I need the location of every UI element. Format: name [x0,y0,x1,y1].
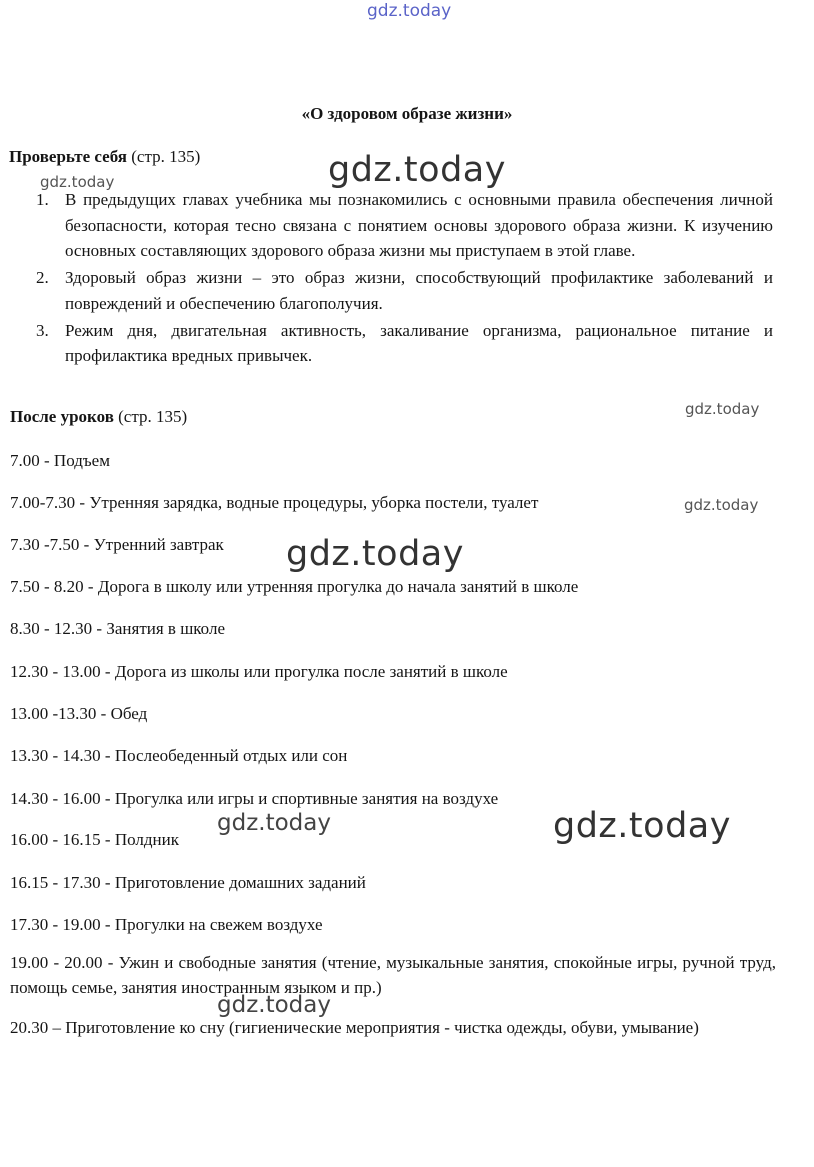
watermark-top: gdz.today [367,1,452,21]
schedule-row: 7.30 -7.50 - Утренний завтрак [10,535,224,554]
schedule-row: 16.00 - 16.15 - Полдник [10,830,179,849]
schedule-time: 8.30 - 12.30 [10,619,93,638]
heading-text: После уроков [10,407,114,426]
schedule-time: 19.00 - 20.00 [10,953,103,972]
item-text: В предыдущих главах учебника мы познакомились с основными правила обеспечения личной безопасности, которая тесно связана с понятием основы здорового образа жизни. К изучению основных составляющих здорового образа жизни мы приступаем в этой главе. [65,190,773,261]
watermark-large: gdz.today [286,534,464,574]
heading-page-ref: (стр. 135) [131,147,201,166]
answers-list [36,187,773,370]
schedule-row: 19.00 - 20.00 - Ужин и свободные занятия (чтение, музыкальные занятия, спокойные игры, ручной труд, помощь семье, занятия иностранным языком и пр.) [10,953,776,997]
schedule-activity: Дорога из школы или прогулка после занятий в школе [114,662,508,681]
schedule-activity: Подъем [53,451,110,470]
schedule-row: 12.30 - 13.00 - Дорога из школы или прогулка после занятий в школе [10,662,508,681]
heading-text: Проверьте себя [9,147,127,166]
schedule-activity: Приготовление ко сну (гигиенические мероприятия - чистка одежды, обуви, умывание) [65,1018,699,1037]
watermark-large: gdz.today [553,806,731,846]
item-text: Здоровый образ жизни – это образ жизни, способствующий профилактике заболеваний и повреждений и обеспечению благополучия. [65,268,773,313]
schedule-time: 7.00-7.30 [10,493,76,512]
heading-page-ref: (стр. 135) [118,407,188,426]
schedule-row: 13.30 - 14.30 - Послеобеденный отдых или сон [10,746,348,765]
schedule-activity: Утренняя зарядка, водные процедуры, уборка постели, туалет [89,493,539,512]
schedule-activity: Прогулка или игры и спортивные занятия на воздухе [114,789,499,808]
schedule-time: 16.15 - 17.30 [10,873,101,892]
schedule-row: 17.30 - 19.00 - Прогулки на свежем воздухе [10,915,323,934]
schedule-row: 20.30 – Приготовление ко сну (гигиенические мероприятия - чистка одежды, обуви, умывание) [10,1018,699,1037]
watermark-small: gdz.today [685,400,760,418]
schedule-time: 13.00 -13.30 [10,704,97,723]
schedule-row: 7.00-7.30 - Утренняя зарядка, водные процедуры, уборка постели, туалет [10,493,539,512]
schedule-row: 14.30 - 16.00 - Прогулка или игры и спортивные занятия на воздухе [10,789,499,808]
watermark-medium: gdz.today [217,810,331,836]
schedule-time: 20.30 [10,1018,49,1037]
schedule-activity: Полдник [114,830,179,849]
schedule-activity: Ужин и свободные занятия (чтение, музыкальные занятия, спокойные игры, ручной труд, помощь семье, занятия иностранным языком и пр.) [10,953,776,997]
list-item [36,187,773,264]
schedule-time: 7.50 - 8.20 [10,577,84,596]
schedule-row: 16.15 - 17.30 - Приготовление домашних заданий [10,873,366,892]
schedule-activity: Обед [110,704,148,723]
schedule-time: 16.00 - 16.15 [10,830,101,849]
item-text: Режим дня, двигательная активность, закаливание организма, рациональное питание и профилактика вредных привычек. [65,320,773,366]
list-item [36,318,773,369]
schedule-time: 17.30 - 19.00 [10,915,101,934]
schedule-activity: Приготовление домашних заданий [114,873,366,892]
schedule-activity: Дорога в школу или утренняя прогулка до начала занятий в школе [97,577,579,596]
schedule-activity: Послеобеденный отдых или сон [114,746,348,765]
schedule-time: 12.30 - 13.00 [10,662,101,681]
schedule-time: 13.30 - 14.30 [10,746,101,765]
schedule-activity: Прогулки на свежем воздухе [114,915,323,934]
schedule-time: 14.30 - 16.00 [10,789,101,808]
schedule-activity: Занятия в школе [106,619,225,638]
watermark-small: gdz.today [40,173,115,191]
schedule-time: 7.30 -7.50 [10,535,80,554]
watermark-large: gdz.today [328,150,506,190]
schedule-row: 7.00 - Подъем [10,451,110,470]
schedule-row: 13.00 -13.30 - Обед [10,704,148,723]
section-heading-after [10,407,187,427]
watermark-medium: gdz.today [217,992,331,1018]
document-title: «О здоровом образе жизни» [301,104,513,123]
schedule-row: 7.50 - 8.20 - Дорога в школу или утренняя прогулка до начала занятий в школе [10,577,579,596]
list-item [36,265,773,316]
schedule-time: 7.00 [10,451,40,470]
item-number: 3. [36,320,49,340]
section-heading-check [9,147,200,167]
item-number: 2. [36,268,49,288]
schedule-activity: Утренний завтрак [93,535,224,554]
schedule-row: 8.30 - 12.30 - Занятия в школе [10,619,225,638]
watermark-small: gdz.today [684,496,759,514]
item-number: 1. [36,190,49,209]
